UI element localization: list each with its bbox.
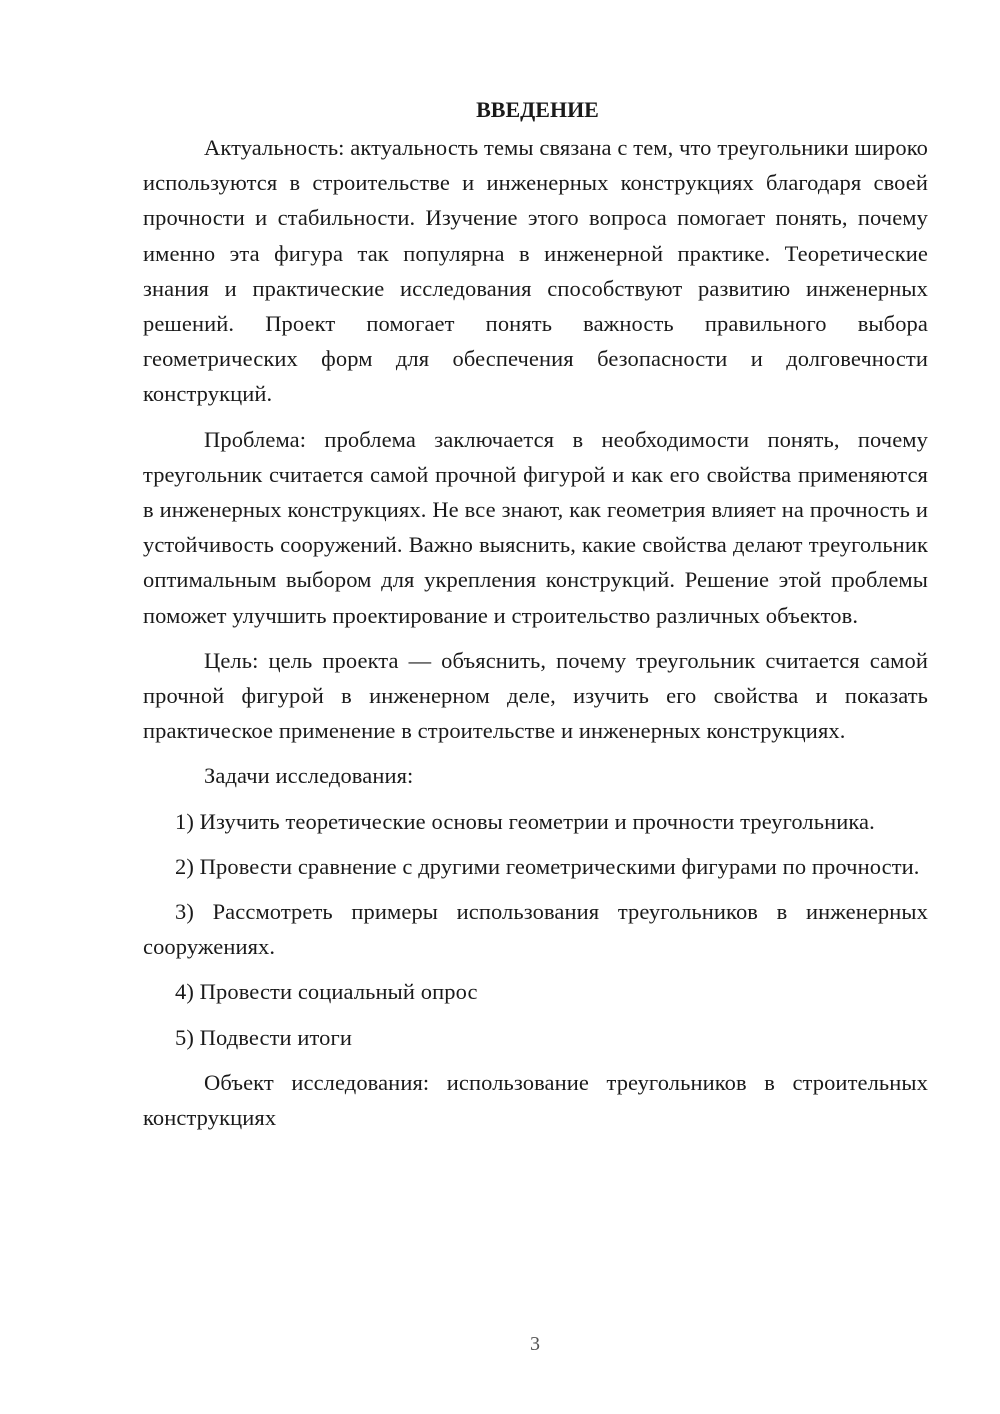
object-paragraph: Объект исследования: использование треугольников в строительных конструкциях — [143, 1069, 928, 1131]
task-item-5: 5) Подвести итоги — [175, 1024, 352, 1050]
task-item-4: 4) Провести социальный опрос — [175, 979, 478, 1005]
task-item-3: 3) Рассмотреть примеры использования треугольников в инженерных сооружениях. — [143, 899, 928, 960]
tasks-title: Задачи исследования: — [204, 763, 414, 789]
task-item-1: 1) Изучить теоретические основы геометрии и прочности треугольника. — [175, 808, 875, 834]
problem-paragraph: Проблема: проблема заключается в необходимости понять, почему треугольник считается самой прочной фигурой и как его свойства применяются в инженерных конструкциях. Не все знают, как геометрия влияет на прочность и устойчивость сооружений. Важно выяснить, какие свойства делают треугольник оптимальным выбором для укрепления конструкций. Решение этой проблемы поможет улучшить проектирование и строительство различных объектов. — [143, 426, 928, 628]
page-number: 3 — [530, 1333, 540, 1355]
task-item-2: 2) Провести сравнение с другими геометрическими фигурами по прочности. — [175, 853, 920, 879]
page-title: ВВЕДЕНИЕ — [476, 97, 599, 122]
document-page — [143, 92, 928, 1145]
goal-paragraph: Цель: цель проекта — объяснить, почему треугольник считается самой прочной фигурой в инженерном деле, изучить его свойства и показать практическое применение в строительстве и инженерных конструкциях. — [143, 647, 928, 744]
relevance-paragraph: Актуальность: актуальность темы связана с тем, что треугольники широко используются в строительстве и инженерных конструкциях благодаря своей прочности и стабильности. Изучение этого вопроса помогает понять, почему именно эта фигура так популярна в инженерной практике. Теоретические знания и практические исследования способствуют развитию инженерных решений. Проект помогает понять важность правильного выбора геометрических форм для обеспечения безопасности и долговечности конструкций. — [143, 135, 928, 407]
